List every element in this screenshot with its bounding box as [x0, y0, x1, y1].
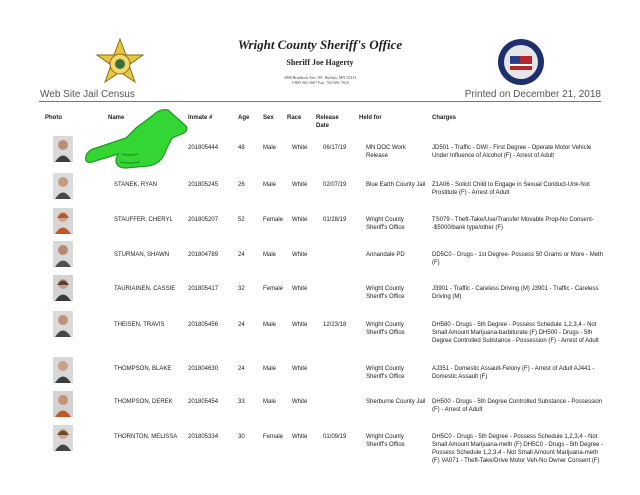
charges: Z1A06 - Solicit Child to Engage in Sexual Conduct-Unk-Not Prostitute (F) - Arrest of Adult [432, 182, 590, 196]
inmate-photo [53, 173, 73, 199]
inmate-sex: Male [263, 145, 277, 151]
release-date: 01/28/19 [323, 217, 347, 223]
inmate-name: THEISEN, TRAVIS [114, 322, 165, 328]
col-release: Release Date [316, 115, 339, 129]
col-name: Name [108, 115, 125, 121]
office-title: Wright County Sheriff's Office [237, 37, 403, 52]
held-for: Sherburne County Jail [366, 399, 426, 405]
held-for: Wright County Sheriff's Office [366, 322, 405, 336]
inmate-age: 30 [238, 434, 245, 440]
held-for: Blue Earth County Jail [366, 182, 426, 188]
col-sex: Sex [263, 115, 274, 121]
inmate-photo [53, 241, 73, 267]
charges: AJ351 - Domestic Assault-Felony (F) - Arrest of Adult AJ441 - Domestic Assault (F) [432, 366, 595, 380]
inmate-photo [53, 275, 73, 301]
inmate-photo [53, 425, 73, 451]
inmate-race: White [292, 217, 308, 223]
inmate-sex: Male [263, 399, 277, 405]
header-divider [39, 101, 601, 102]
inmate-sex: Male [263, 182, 277, 188]
inmate-age: 33 [238, 399, 245, 405]
inmate-sex: Female [263, 217, 284, 223]
charges: DH580 - Drugs - 5th Degree - Possess Schedule 1,2,3,4 - Not Small Amount Marijuana-barbiturate (F) DH500 - Drugs - 5th Degree Controlled Substance - Possession (F) - Arrest of Adult [432, 322, 599, 344]
inmate-race: White [292, 252, 308, 258]
charges: DD5C0 - Drugs - 1st Degree- Possess 50 Grams or More - Meth (F) [432, 252, 604, 266]
charges: JD501 - Traffic - DWI - First Degree - Operate Motor Vehicle Under Influence of Alcohol (F) - Arrest of Adult [432, 145, 592, 159]
inmate-sex: Female [263, 286, 284, 292]
inmate-sex: Male [263, 366, 277, 372]
inmate-sex: Male [263, 322, 277, 328]
charges: J3901 - Traffic - Careless Driving (M) J3901 - Traffic - Careless Driving (M) [432, 286, 599, 300]
held-for: Wright County Sheriff's Office [366, 366, 405, 380]
inmate-age: 24 [238, 366, 245, 372]
inmate-name: STAUFFER, CHERYL [114, 217, 173, 223]
inmate-number: 201805245 [188, 182, 219, 188]
inmate-race: White [292, 322, 308, 328]
inmate-number: 201805444 [188, 145, 219, 151]
inmate-photo [53, 357, 73, 383]
inmate-race: White [292, 434, 308, 440]
charges: TS079 - Theft-Take/Use/Transfer Movable Prop-No Consent--$5000/bank type/other (F) [432, 217, 594, 231]
inmate-name: TAURIAINEN, CASSIE [114, 286, 176, 292]
inmate-age: 24 [238, 252, 245, 258]
inmate-photo [53, 391, 73, 417]
held-for: Wright County Sheriff's Office [366, 286, 405, 300]
col-held: Held for [359, 115, 382, 121]
inmate-name: STANEK, RYAN [114, 182, 158, 188]
held-for: Wright County Sheriff's Office [366, 217, 405, 231]
inmate-number: 201804789 [188, 252, 219, 258]
release-date: 12/23/18 [323, 322, 347, 328]
inmate-race: White [292, 182, 308, 188]
col-race: Race [287, 115, 302, 121]
inmate-number: 201805417 [188, 286, 219, 292]
inmate-sex: Female [263, 434, 284, 440]
held-for: MN DOC Work Release [366, 145, 406, 159]
inmate-number: 201805456 [188, 322, 219, 328]
inmate-age: 26 [238, 182, 245, 188]
release-date: 01/09/19 [323, 434, 347, 440]
inmate-age: 32 [238, 286, 245, 292]
inmate-number: 201804630 [188, 366, 219, 372]
inmate-age: 48 [238, 145, 245, 151]
inmate-age: 52 [238, 217, 245, 223]
release-date: 06/17/19 [323, 145, 347, 151]
office-address [0, 75, 640, 85]
col-inmate: Inmate # [188, 115, 213, 121]
held-for: Wright County Sheriff's Office [366, 434, 405, 448]
col-charges: Charges [432, 115, 457, 121]
inmate-name: THOMPSON, BLAKE [114, 366, 172, 372]
inmate-photo [53, 136, 73, 162]
release-date: 02/07/19 [323, 182, 347, 188]
inmate-number: 201805454 [188, 399, 219, 405]
inmate-number: 201805207 [188, 217, 219, 223]
inmate-race: White [292, 366, 308, 372]
inmate-photo [53, 208, 73, 234]
inmate-sex: Male [263, 252, 277, 258]
col-age: Age [238, 115, 250, 121]
charges: DH500 - Drugs - 5th Degree Controlled Substance - Possession (F) - Arrest of Adult [432, 399, 603, 413]
sheriff-name: Sheriff Joe Hagerty [286, 58, 354, 67]
phone-line: 1-800-362-3667 Fax: 763-682-7610 [291, 80, 349, 85]
inmate-age: 24 [238, 322, 245, 328]
printed-date: Printed on December 21, 2018 [464, 89, 601, 100]
inmate-race: White [292, 286, 308, 292]
charges: DH5C0 - Drugs - 5th Degree - Possess Schedule 1,2,3,4 - Not Small Amount Marijuana-meth (F) DH5C0 - Drugs - 5th Degree - Possess Schedule 1,2,3,4 - Not Small Amount Marijuana-meth (F) VA071 - Theft-Take/Drive Motor Veh-No Owner Consent (F) [432, 434, 604, 464]
pointing-hand-icon [82, 104, 192, 176]
inmate-photo [53, 311, 73, 337]
address-line: 3800 Braddock Ave. NE, Buffalo, MN 55313 [283, 75, 357, 80]
inmate-name: STURMAN, SHAWN [114, 252, 170, 258]
inmate-number: 201805334 [188, 434, 219, 440]
inmate-name: THORNTON, MELISSA [114, 434, 178, 440]
inmate-race: White [292, 399, 308, 405]
col-photo: Photo [45, 115, 62, 121]
held-for: Annandale PD [366, 252, 405, 258]
census-caption: Web Site Jail Census [40, 89, 135, 100]
inmate-name: THOMPSON, DEREK [114, 399, 173, 405]
inmate-race: White [292, 145, 308, 151]
